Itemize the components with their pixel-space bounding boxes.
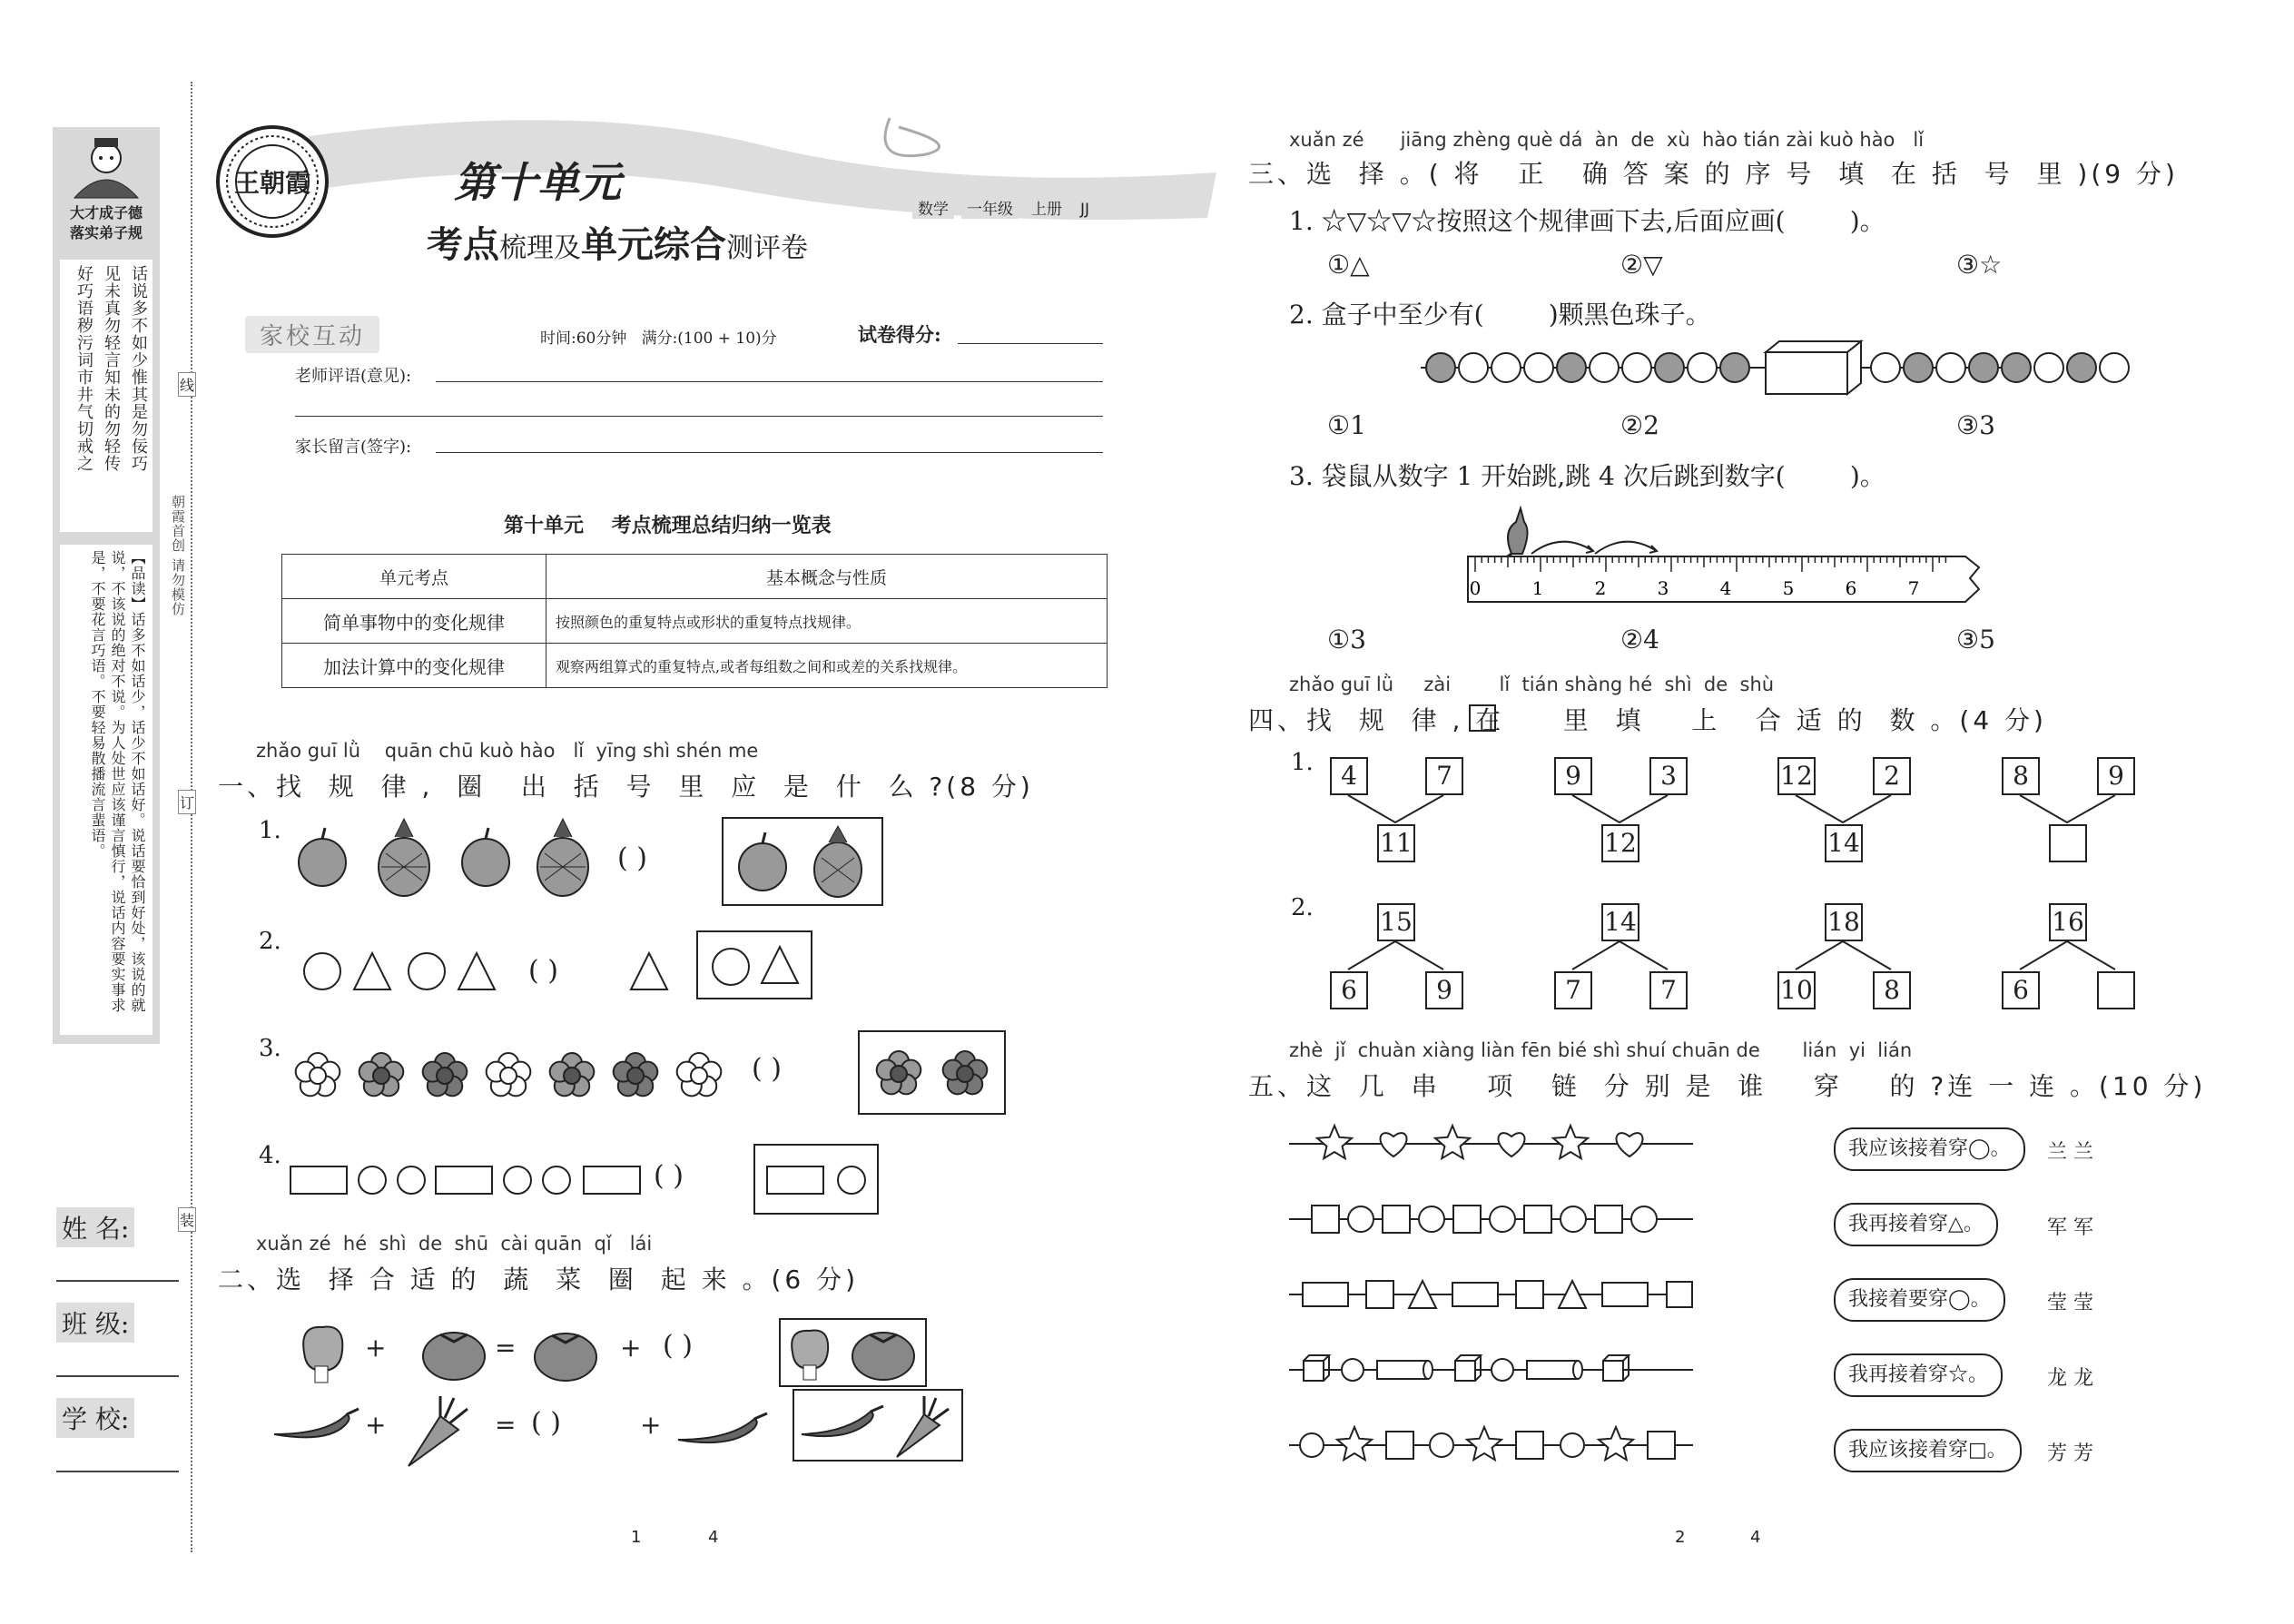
q2-row-1-plus-2: + <box>620 1333 642 1363</box>
q3-title: 三、选 择 。( 将 正 确 答 案 的 序 号 填 在 括 号 里 )(9 分) <box>1248 159 2179 189</box>
table-cell-point: 简单事物中的变化规律 <box>282 599 546 644</box>
school-label: 学 校: <box>56 1398 134 1438</box>
ruler-tick-label: 5 <box>1782 577 1795 599</box>
summary-title: 第十单元 考点梳理总结归纳一览表 <box>504 514 832 537</box>
table-header-desc: 基本概念与性质 <box>546 555 1108 599</box>
number-box: 10 <box>1777 971 1816 1009</box>
cylinder-bead <box>1527 1361 1582 1379</box>
number-box: 9 <box>1425 971 1463 1009</box>
home-school-badge: 家校互动 <box>245 316 379 353</box>
rectangle-bead <box>1602 1283 1648 1306</box>
q5-title: 五、这 几 串 项 链 分 别 是 谁 穿 的 ?连 一 连 。(10 分) <box>1248 1071 2207 1101</box>
number-box: 12 <box>1777 757 1816 795</box>
circle-bead <box>1561 1206 1586 1232</box>
q2-row-2-equals: = <box>495 1410 517 1440</box>
q5-pinyin: zhè jǐ chuàn xiàng liàn fēn bié shì shuí chuān de lián yi lián <box>1289 1039 1913 1061</box>
speech-bubble[interactable]: 我再接着穿△。 <box>1834 1203 1998 1246</box>
subtitle-part-a: 考点 <box>427 223 499 266</box>
ruler-tick-label: 1 <box>1531 577 1544 599</box>
square-bead <box>1524 1206 1551 1233</box>
square-bead <box>1312 1206 1339 1233</box>
table-header-point: 单元考点 <box>282 555 546 599</box>
number-box: 12 <box>1601 824 1639 862</box>
q3-q2-option-3[interactable]: ③3 <box>1956 410 1995 440</box>
necklace-5 <box>1300 1427 1675 1460</box>
number-box: 6 <box>2002 971 2040 1009</box>
q1-pinyin: zhǎo guī lǜ quān chū kuò hào lǐ yīng shì shén me <box>256 740 759 762</box>
number-box: 7 <box>1649 971 1688 1009</box>
binding-mark-zhuang: 装 <box>178 1207 196 1232</box>
q1-row-1-blank[interactable]: ( ) <box>617 842 647 874</box>
cube-bead <box>1603 1355 1629 1381</box>
binding-mark-ding: 订 <box>178 790 196 814</box>
square-bead <box>1648 1432 1675 1459</box>
number-box: 8 <box>1873 971 1911 1009</box>
q3-q3-option-2[interactable]: ②4 <box>1620 625 1659 655</box>
ruler-tick-label: 4 <box>1719 577 1732 599</box>
q3-q1-option-1[interactable]: ①△ <box>1327 250 1370 280</box>
tag-subject: 数学 <box>912 201 954 219</box>
ruler-tick-label: 7 <box>1907 577 1920 599</box>
child-name: 兰 兰 <box>2047 1141 2093 1164</box>
class-label: 班 级: <box>56 1303 134 1343</box>
q1-item-2-label: 2. <box>259 928 281 955</box>
circle-bead <box>1492 1359 1513 1381</box>
table-cell-point: 加法计算中的变化规律 <box>282 644 546 688</box>
star-bead <box>1435 1126 1470 1158</box>
speech-bubble[interactable]: 我应该接着穿□。 <box>1834 1429 2022 1472</box>
page-number-right-b: 4 <box>1750 1528 1761 1547</box>
q1-item-1-label: 1. <box>259 817 281 844</box>
square-bead <box>1386 1432 1413 1459</box>
parent-message-label: 家长留言(签字): <box>295 438 412 457</box>
q1-row-3-blank[interactable]: ( ) <box>752 1053 782 1085</box>
number-box: 7 <box>1554 971 1592 1009</box>
circle-bead <box>1490 1206 1515 1232</box>
circle-bead <box>1631 1206 1657 1232</box>
page-number-right-a: 2 <box>1675 1528 1686 1547</box>
child-name: 芳 芳 <box>2047 1442 2093 1465</box>
q2-pinyin: xuǎn zé hé shì de shū cài quān qǐ lái <box>256 1233 653 1255</box>
number-box: 8 <box>2002 757 2040 795</box>
tag-term: 上册 <box>1026 201 1068 219</box>
q3-q2-option-2[interactable]: ②2 <box>1620 410 1659 440</box>
square-bead <box>1366 1281 1393 1308</box>
star-bead <box>1467 1427 1501 1460</box>
q2-title: 二、选 择 合 适 的 蔬 菜 圈 起 来 。(6 分) <box>218 1265 860 1294</box>
subtitle-part-d: 测评卷 <box>726 232 808 264</box>
side-note: 朝霞首创 请勿模仿 <box>170 495 186 616</box>
ruler-tick-label: 6 <box>1845 577 1857 599</box>
q2-row-2-plus: + <box>365 1410 387 1440</box>
square-bead <box>1595 1206 1622 1233</box>
q3-pinyin: xuǎn zé jiāng zhèng què dá àn de xù hào tián zài kuò hào lǐ <box>1289 129 1925 151</box>
square-bead <box>1516 1432 1543 1459</box>
number-box: 15 <box>1377 903 1415 941</box>
star-bead <box>1553 1126 1588 1158</box>
poem-col-3: 好巧语秽污词市井气切戒之 <box>74 265 94 472</box>
speech-bubble[interactable]: 我再接着穿☆。 <box>1834 1353 2003 1397</box>
binding-mark-xian: 线 <box>178 372 196 397</box>
heart-bead <box>1381 1133 1407 1156</box>
number-box: 11 <box>1377 824 1415 862</box>
child-name: 莹 莹 <box>2047 1292 2093 1314</box>
tag-edition: JJ <box>1075 201 1095 219</box>
q3-question-3: 3. 袋鼠从数字 1 开始跳,跳 4 次后跳到数字( )。 <box>1289 461 1885 491</box>
q4-title: 四、找 规 律 , 在 里 填 上 合 适 的 数 。(4 分) <box>1248 705 2047 735</box>
motto-bottom: 落实弟子规 <box>69 224 143 241</box>
star-bead <box>1317 1126 1352 1158</box>
number-box: 2 <box>1873 757 1911 795</box>
table-cell-desc: 按照颜色的重复特点或形状的重复特点找规律。 <box>546 599 1108 644</box>
speech-bubble[interactable]: 我应该接着穿◯。 <box>1834 1127 2025 1171</box>
number-box: 14 <box>1601 903 1639 941</box>
circle-bead <box>1430 1433 1453 1457</box>
rectangle-bead <box>1303 1283 1348 1306</box>
square-bead <box>1516 1281 1543 1308</box>
unit-title: 第十单元 <box>454 158 621 207</box>
square-bead <box>1383 1206 1410 1233</box>
rectangle-bead <box>1452 1283 1498 1306</box>
pindu-text: 【品读】话多不如话少，话少不如话好。说话要恰到好处，该说的就说，不该说的绝对不说。为人处世应该谨言慎行，说话内容要实事求是，不要花言巧语。不要轻易散播流言蜚语。 <box>89 550 146 1013</box>
circle-bead <box>1342 1359 1364 1381</box>
tag-grade: 一年级 <box>961 201 1019 219</box>
table-cell-desc: 观察两组算式的重复特点,或者每组数之间和或差的关系找规律。 <box>546 644 1108 688</box>
poem-col-2: 见未真勿轻言知未的勿轻传 <box>102 265 121 472</box>
speech-bubble[interactable]: 我接着要穿◯。 <box>1834 1278 2005 1322</box>
ruler-tick-label: 0 <box>1469 577 1482 599</box>
number-box: 14 <box>1825 824 1863 862</box>
ruler-tick-label: 2 <box>1594 577 1607 599</box>
cube-bead <box>1304 1355 1329 1381</box>
cylinder-bead <box>1377 1361 1433 1379</box>
child-name: 军 军 <box>2047 1216 2093 1239</box>
necklace-figures <box>1289 1117 1698 1480</box>
q4-part-1-label: 1. <box>1291 749 1314 776</box>
q3-q2-option-1[interactable]: ①1 <box>1327 410 1366 440</box>
q4-pinyin: zhǎo guī lǜ zài lǐ tián shàng hé shì de shù <box>1289 674 1775 695</box>
circle-bead <box>1348 1206 1373 1232</box>
q1-item-3-label: 3. <box>259 1035 281 1062</box>
name-label: 姓 名: <box>56 1207 134 1247</box>
star-bead <box>1337 1427 1372 1460</box>
page-number-left-b: 4 <box>708 1528 719 1547</box>
number-box[interactable] <box>2097 971 2135 1009</box>
circle-bead <box>1561 1433 1584 1457</box>
number-box: 9 <box>1554 757 1592 795</box>
q3-q3-option-3[interactable]: ③5 <box>1956 625 1995 655</box>
logo-text: 王朝霞 <box>233 168 310 198</box>
q4-part-2-label: 2. <box>1291 894 1314 921</box>
ruler-tick-label: 3 <box>1657 577 1669 599</box>
q2-row-2-plus-2: + <box>640 1410 662 1440</box>
q3-q1-option-2[interactable]: ②▽ <box>1620 250 1663 280</box>
square-bead <box>1453 1206 1481 1233</box>
subtitle-part-c: 单元综合 <box>581 223 726 266</box>
circle-bead <box>1419 1206 1444 1232</box>
square-bead <box>1667 1282 1692 1307</box>
score-label: 试卷得分: <box>858 323 941 346</box>
number-box: 6 <box>1330 971 1368 1009</box>
necklace-4 <box>1304 1355 1629 1381</box>
q2-row-1-equals: = <box>495 1333 517 1363</box>
number-box: 16 <box>2049 903 2087 941</box>
q2-row-1-blank[interactable]: ( ) <box>663 1330 693 1362</box>
child-name: 龙 龙 <box>2047 1367 2093 1390</box>
motto-top: 大才成子德 <box>69 204 143 221</box>
poem-col-1: 话说多不如少惟其是勿佞巧 <box>129 265 148 472</box>
q3-question-2: 2. 盒子中至少有( )颗黑色珠子。 <box>1289 300 1711 330</box>
circle-bead <box>1300 1433 1324 1457</box>
number-box: 18 <box>1825 903 1863 941</box>
q2-row-2-blank[interactable]: ( ) <box>531 1407 561 1439</box>
q3-q3-option-1[interactable]: ①3 <box>1327 625 1366 655</box>
page-number-left-a: 1 <box>631 1528 642 1547</box>
number-box: 4 <box>1330 757 1368 795</box>
number-box: 7 <box>1425 757 1463 795</box>
star-bead <box>1599 1427 1633 1460</box>
q1-row-4-blank[interactable]: ( ) <box>654 1160 684 1192</box>
q3-question-1: 1. ☆▽☆▽☆按照这个规律画下去,后面应画( )。 <box>1289 206 1885 236</box>
time-info: 时间:60分钟 满分:(100 + 10)分 <box>540 330 777 348</box>
teacher-comment-label: 老师评语(意见): <box>295 367 412 386</box>
number-box: 3 <box>1649 757 1688 795</box>
subtitle-part-b: 梳理及 <box>499 232 581 264</box>
number-box: 9 <box>2097 757 2135 795</box>
heart-bead <box>1617 1133 1643 1156</box>
heart-bead <box>1499 1133 1525 1156</box>
number-box[interactable] <box>2049 824 2087 862</box>
q2-row-1-plus: + <box>365 1333 387 1363</box>
q1-title: 一、找 规 律 , 圈 出 括 号 里 应 是 什 么 ?(8 分) <box>218 772 1034 802</box>
q1-row-2-blank[interactable]: ( ) <box>528 955 558 987</box>
q3-q1-option-3[interactable]: ③☆ <box>1956 250 2003 280</box>
cube-bead <box>1455 1355 1481 1381</box>
q1-item-4-label: 4. <box>259 1142 281 1169</box>
necklace-1 <box>1317 1126 1643 1158</box>
